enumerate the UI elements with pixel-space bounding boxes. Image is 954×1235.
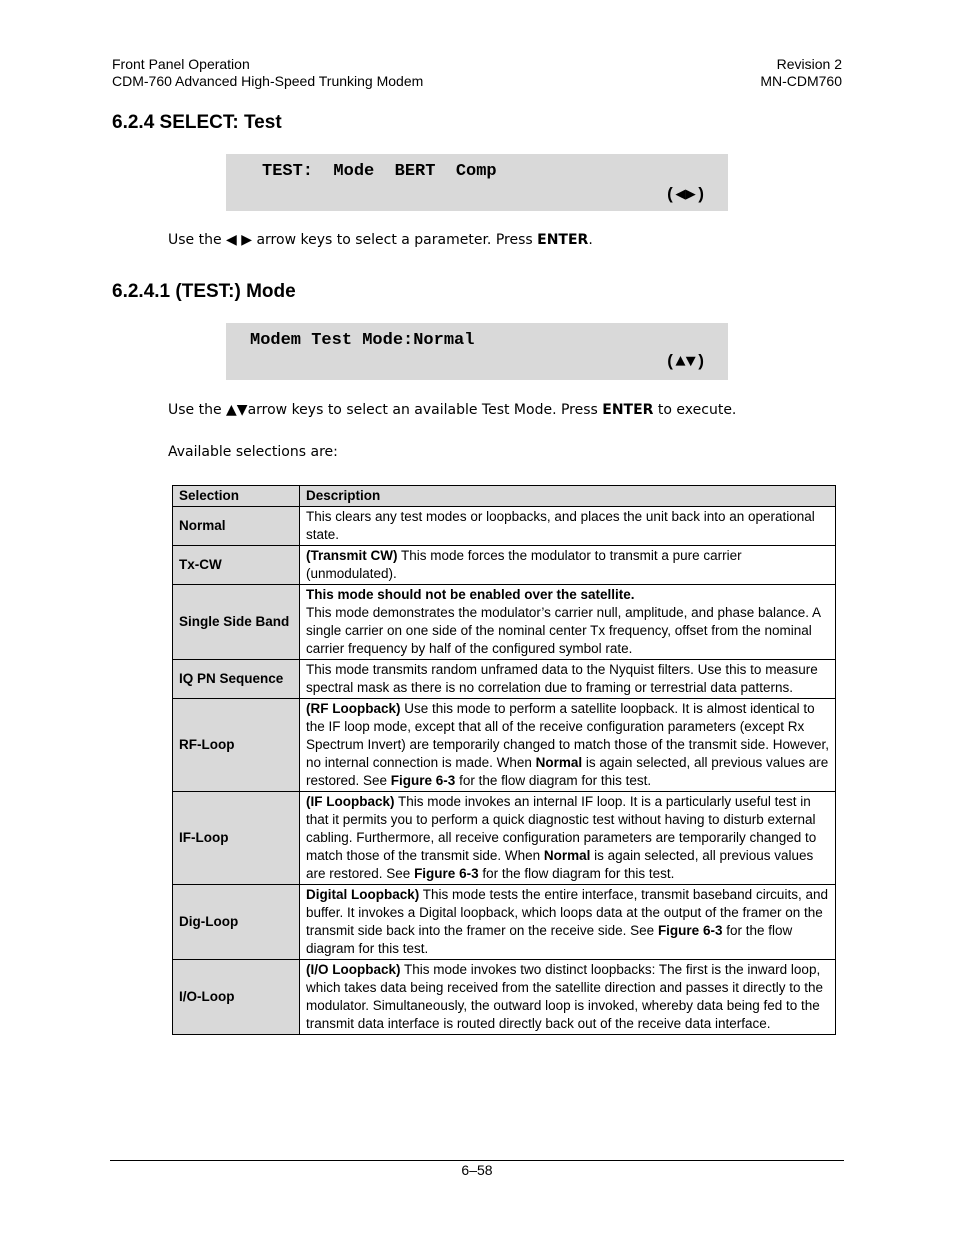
bold-text: (I/O Loopback) (306, 962, 401, 977)
table-row (173, 660, 836, 699)
selection-cell: IQ PN Sequence (173, 660, 300, 699)
description-cell (300, 546, 836, 585)
bold-text: Figure 6-3 (414, 866, 479, 881)
bold-text: (RF Loopback) (306, 701, 401, 716)
selection-cell: Normal (173, 507, 300, 546)
selection-cell: Tx-CW (173, 546, 300, 585)
description-text: This mode invokes an internal IF loop. It is a particularly useful test in that it permits you to perform a quick diagnostic test without having to disturb external cabling. Furthermore, all receive configuration parameters are temporarily changed to match those of the transmit side. When (306, 794, 817, 863)
description-cell (300, 960, 836, 1035)
table-row (173, 885, 836, 960)
description-text: is again selected, all previous values are restored. See (306, 848, 814, 881)
description-cell (300, 699, 836, 792)
header-doc-section: Front Panel Operation (112, 56, 250, 72)
lcd-display-test-mode (226, 323, 728, 380)
lcd-line-1: Modem Test Mode:Normal (250, 331, 475, 350)
description-text: is again selected, all previous values are restored. See (306, 755, 829, 788)
description-text: Use this mode to perform a satellite loopback. It is almost identical to the IF loop mode, except that all of the receive configuration parameters (except Rx Spectrum Invert) are temporarily changed to match those of the transmit side. However, no internal connection is made. When (306, 701, 829, 770)
description-text: for the flow diagram for this test. (306, 923, 793, 956)
lcd-display-test (226, 154, 728, 211)
description-text: for the flow diagram for this test. (478, 866, 675, 881)
test-mode-table (172, 485, 836, 1035)
page-number: 6–58 (461, 1162, 493, 1178)
table-row (173, 507, 836, 546)
description-cell (300, 585, 836, 660)
column-header-description: Description (300, 486, 836, 507)
description-cell (300, 885, 836, 960)
description-text: This mode tests the entire interface, transmit baseband circuits, and buffer. It invokes a Digital loopback, which loops data at the output of the framer on the transmit side back into the framer on the receive side. See (306, 887, 828, 938)
description-cell (300, 792, 836, 885)
instruction-select-parameter: Use the ◀ ▶ arrow keys to select a parameter. Press ENTER. (168, 232, 593, 248)
description-text: This mode forces the modulator to transmit a pure carrier (unmodulated). (306, 548, 742, 581)
lcd-arrow-up-down-icon: (▲▼) (665, 353, 706, 372)
lcd-arrow-left-right-icon: (◀▶) (665, 186, 706, 205)
bold-text: Figure 6-3 (390, 773, 456, 788)
description-text: This mode transmits random unframed data to the Nyquist filters. Use this to measure spectral mask as there is no correlation due to framing or terrestrial data patterns. (306, 662, 818, 695)
description-text: This mode invokes two distinct loopbacks: The first is the inward loop, which takes data being received from the satellite direction and passes it directly to the modulator. Simultaneously, the outward loop is invoked, whereby data being fed to the transmit data interface is routed directly back out of the receive data interface. (306, 962, 824, 1031)
description-text: This mode demonstrates the modulator’s carrier null, amplitude, and phase balance. A single carrier on one side of the nominal center Tx frequency, offset from the nominal carrier frequency by half of the configured symbol rate. (306, 605, 821, 656)
bold-text: Normal (535, 755, 583, 770)
bold-text: Digital Loopback) (306, 887, 420, 902)
description-text: This clears any test modes or loopbacks, and places the unit back into an operational state. (306, 509, 815, 542)
table-row (173, 699, 836, 792)
section-heading-select-test: 6.2.4 SELECT: Test (112, 112, 282, 133)
header-right (760, 56, 842, 90)
selection-cell: Dig-Loop (173, 885, 300, 960)
selection-cell: RF-Loop (173, 699, 300, 792)
selection-cell: Single Side Band (173, 585, 300, 660)
description-cell (300, 507, 836, 546)
bold-text: (Transmit CW) (306, 548, 398, 563)
column-header-selection: Selection (173, 486, 300, 507)
table-row (173, 960, 836, 1035)
bold-text: This mode should not be enabled over the satellite. (306, 587, 635, 602)
table-row (173, 792, 836, 885)
selection-cell: IF-Loop (173, 792, 300, 885)
instruction-select-test-mode: Use the ▲▼arrow keys to select an available Test Mode. Press ENTER to execute. (168, 402, 737, 418)
header-left (112, 56, 423, 90)
header-revision: Revision 2 (776, 56, 842, 72)
table-row (173, 546, 836, 585)
bold-text: (IF Loopback) (306, 794, 395, 809)
enter-key-label: ENTER (537, 232, 589, 248)
lcd-line-1: TEST: Mode BERT Comp (262, 162, 497, 181)
enter-key-label: ENTER (602, 402, 654, 418)
footer-divider (110, 1160, 844, 1161)
description-cell (300, 660, 836, 699)
table-row (173, 585, 836, 660)
description-text: for the flow diagram for this test. (455, 773, 652, 788)
selection-cell: I/O-Loop (173, 960, 300, 1035)
available-selections-label: Available selections are: (168, 444, 338, 460)
header-doc-title: CDM-760 Advanced High-Speed Trunking Modem (112, 73, 424, 89)
section-heading-test-mode: 6.2.4.1 (TEST:) Mode (112, 281, 296, 302)
bold-text: Figure 6-3 (657, 923, 723, 938)
header-doc-number: MN-CDM760 (760, 73, 842, 89)
bold-text: Normal (543, 848, 591, 863)
table-header-row (173, 486, 836, 507)
